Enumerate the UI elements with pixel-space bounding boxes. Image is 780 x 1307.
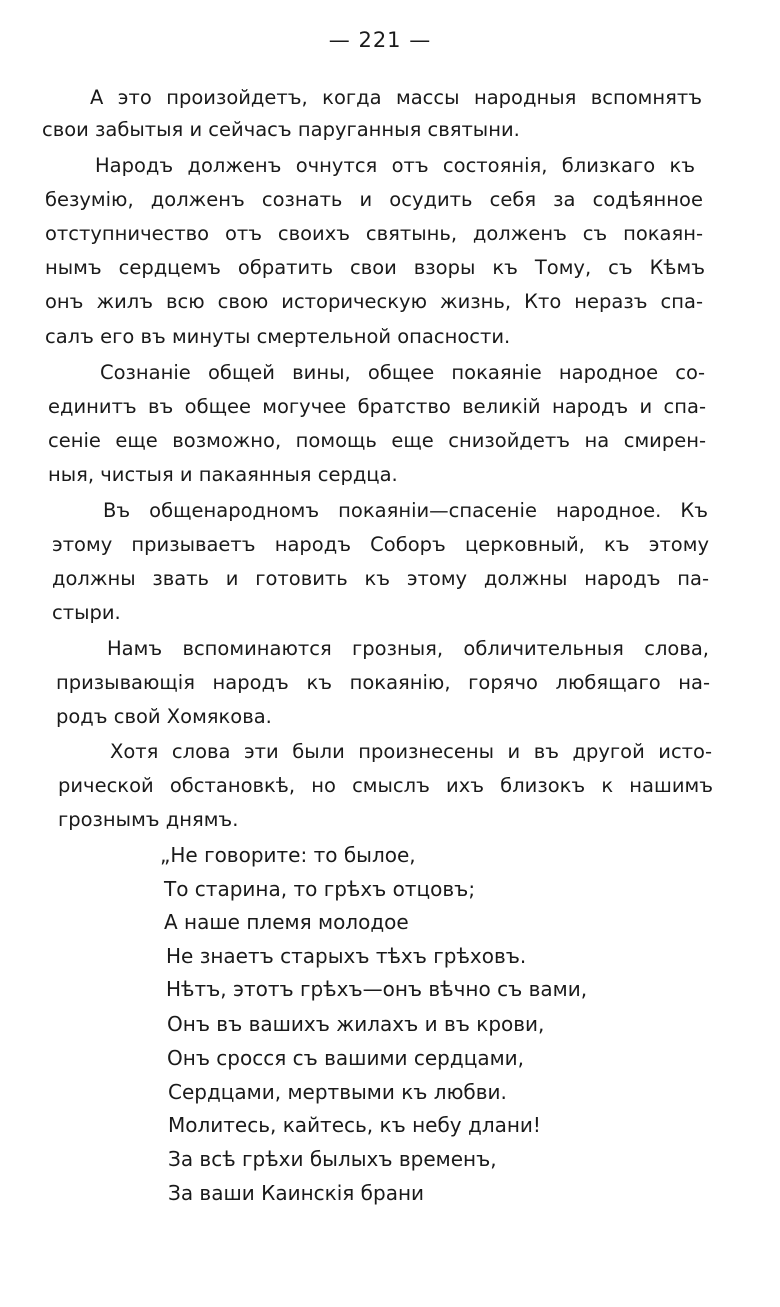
text-line: Сознаніе общей вины, общее покаяніе народное со- [100,361,705,384]
text-line: Въ общенародномъ покаяніи—спасеніе народное. Къ [103,499,708,522]
poem-line: Нѣтъ, этотъ грѣхъ—онъ вѣчно съ вами, [166,977,588,1001]
page-number: — 221 — [328,28,432,52]
text-line: салъ его въ минуты смертельной опасности. [45,325,511,348]
text-line: свои забытыя и сейчасъ паруганныя святыни. [42,118,520,141]
poem-line: Онъ сросся съ вашими сердцами, [167,1046,525,1070]
poem-line: Не знаетъ старыхъ тѣхъ грѣховъ. [166,944,527,968]
text-line: сеніе еще возможно, помощь еще снизойдетъ на смирен- [48,429,706,452]
text-line: грознымъ днямъ. [58,808,239,831]
poem-line: За всѣ грѣхи былыхъ временъ, [168,1147,497,1171]
poem-line: Сердцами, мертвыми къ любви. [168,1080,507,1104]
text-line: ныя, чистыя и пакаянныя сердца. [48,463,398,486]
text-line: безумію, долженъ сознать и осудить себя за содѣянное [45,188,703,211]
text-line: призывающія народъ къ покаянію, горячо любящаго на- [56,671,710,694]
text-line: Хотя слова эти были произнесены и въ другой исто- [110,740,712,763]
poem-line: „Не говорите: то былое, [160,843,416,867]
text-line: стыри. [52,601,121,624]
text-line: отступничество отъ своихъ святынь, долженъ съ покаян- [45,222,703,245]
poem-line: А наше племя молодое [164,910,409,934]
text-line: этому призываетъ народъ Соборъ церковный, къ этому [52,533,709,556]
poem-line: Молитесь, кайтесь, къ небу длани! [168,1113,541,1137]
text-line: единитъ въ общее могучее братство великій народъ и спа- [48,395,706,418]
text-line: Намъ вспоминаются грозныя, обличительныя слова, [107,637,709,660]
text-line: А это произойдетъ, когда массы народныя вспомнятъ [90,86,702,109]
poem-line: Онъ въ вашихъ жилахъ и въ крови, [167,1012,545,1036]
text-line: нымъ сердцемъ обратить свои взоры къ Тому, съ Кѣмъ [45,256,705,279]
text-line: онъ жилъ всю свою историческую жизнь, Кто неразъ спа- [45,290,703,313]
text-line: родъ свой Хомякова. [56,705,272,728]
text-line: должны звать и готовить къ этому должны народъ па- [52,567,709,590]
text-line: Народъ долженъ очнутся отъ состоянія, близкаго къ [95,154,695,177]
poem-line: За ваши Каинскія брани [168,1181,425,1205]
poem-line: То старина, то грѣхъ отцовъ; [164,877,476,901]
text-line: рической обстановкѣ, но смыслъ ихъ близокъ к нашимъ [58,774,713,797]
